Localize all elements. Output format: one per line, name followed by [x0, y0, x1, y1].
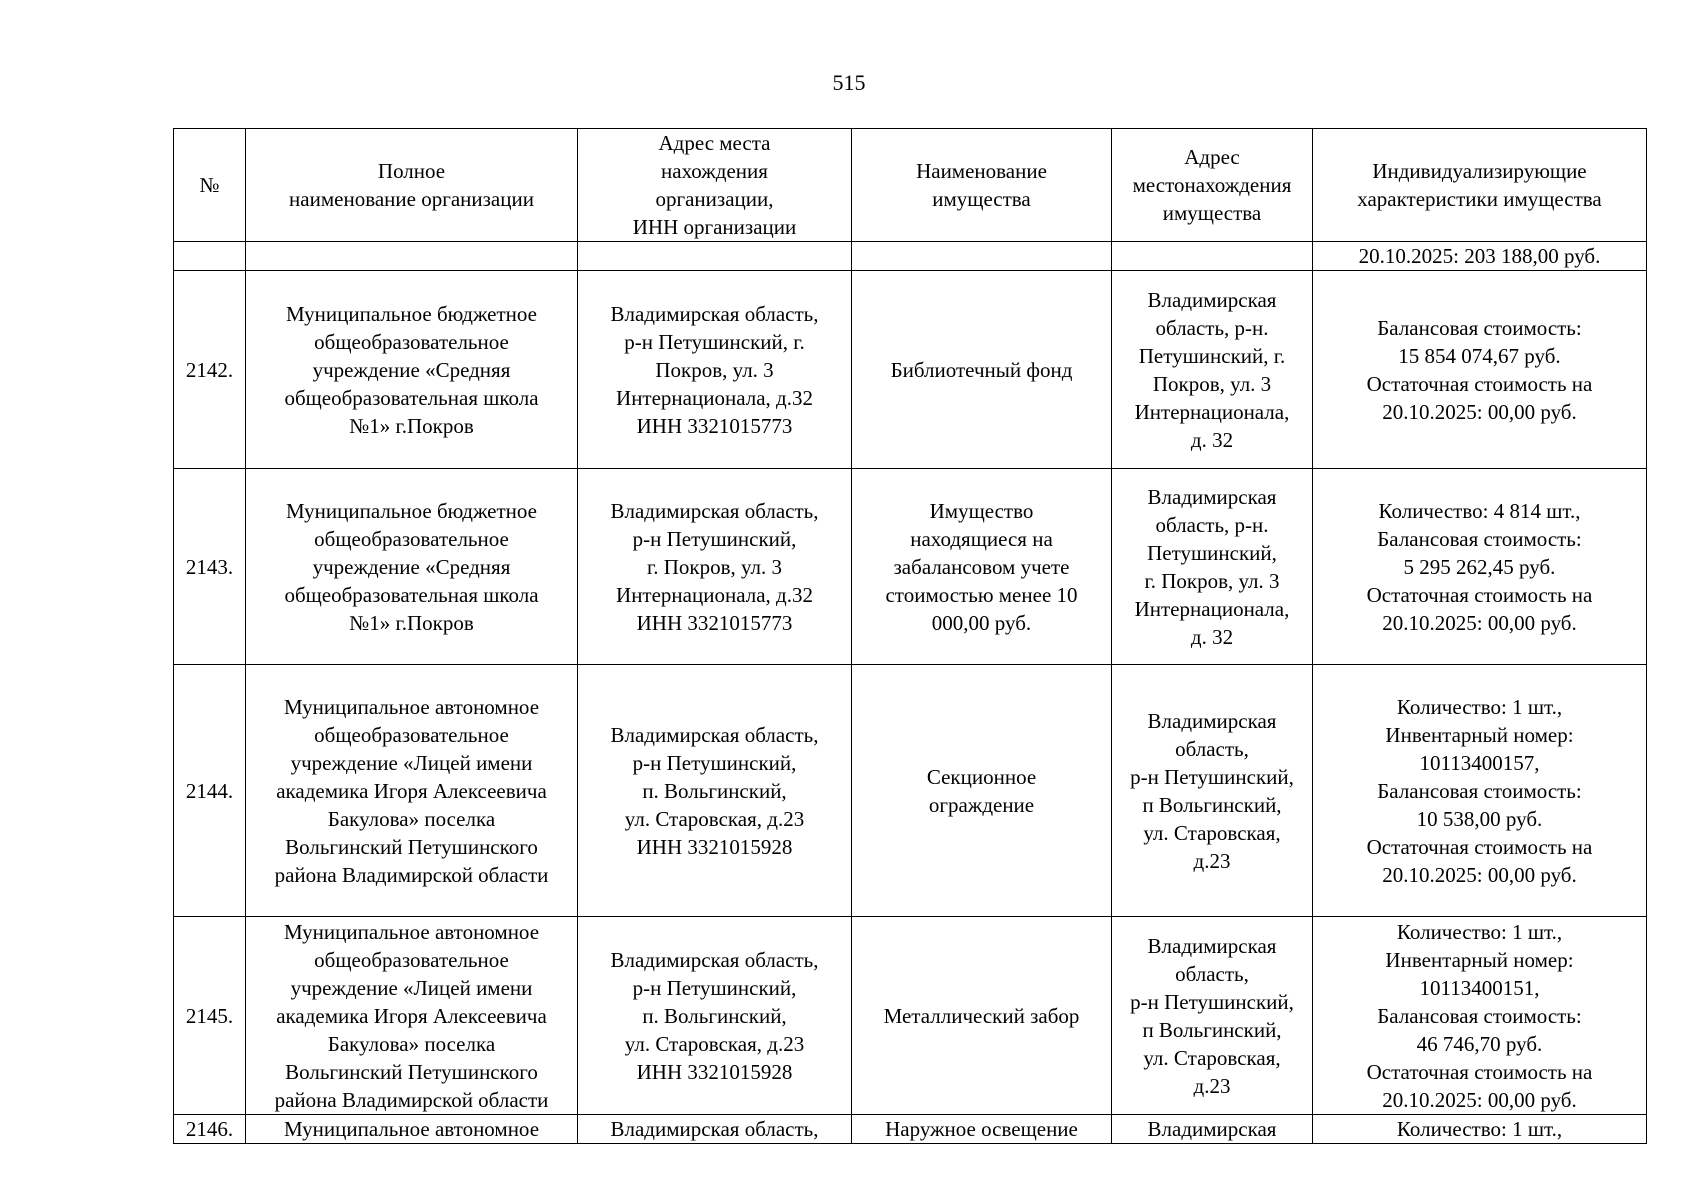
cell-characteristics: Количество: 1 шт., Инвентарный номер: 10113400151, Балансовая стоимость: 46 746,70 руб. Остаточная стоимость на 20.10.2025: 00,00 руб. — [1313, 917, 1647, 1115]
page-number: 515 — [832, 70, 866, 95]
cell-characteristics: 20.10.2025: 203 188,00 руб. — [1313, 242, 1647, 271]
header-property-address: Адрес местонахождения имущества — [1112, 129, 1313, 242]
cell-characteristics: Количество: 1 шт., Инвентарный номер: 10113400157, Балансовая стоимость: 10 538,00 руб. Остаточная стоимость на 20.10.2025: 00,00 руб. — [1313, 665, 1647, 917]
cell-property-address: Владимирская область, р-н. Петушинский, г. Покров, ул. 3 Интернационала, д. 32 — [1112, 271, 1313, 469]
cell-property-address: Владимирская — [1112, 1115, 1313, 1144]
cell-organization-address: Владимирская область, — [578, 1115, 852, 1144]
cell-property-name: Наружное освещение — [852, 1115, 1112, 1144]
table-row — [174, 917, 1647, 1115]
cell-organization-address: Владимирская область, р-н Петушинский, г. Покров, ул. 3 Интернационала, д.32 ИНН 3321015773 — [578, 271, 852, 469]
cell-number: 2146. — [174, 1115, 246, 1144]
cell-organization-name: Муниципальное бюджетное общеобразовательное учреждение «Средняя общеобразовательная школа №1» г.Покров — [246, 469, 578, 665]
cell-organization-address — [578, 242, 852, 271]
cell-number: 2143. — [174, 469, 246, 665]
cell-property-address: Владимирская область, р-н Петушинский, п Вольгинский, ул. Старовская, д.23 — [1112, 917, 1313, 1115]
cell-number: 2145. — [174, 917, 246, 1115]
header-organization-address: Адрес места нахождения организации, ИНН организации — [578, 129, 852, 242]
cell-organization-name: Муниципальное бюджетное общеобразовательное учреждение «Средняя общеобразовательная школа №1» г.Покров — [246, 271, 578, 469]
cell-property-name: Секционное ограждение — [852, 665, 1112, 917]
cell-organization-address: Владимирская область, р-н Петушинский, г. Покров, ул. 3 Интернационала, д.32 ИНН 3321015773 — [578, 469, 852, 665]
table-row — [174, 271, 1647, 469]
cell-property-address: Владимирская область, р-н. Петушинский, г. Покров, ул. 3 Интернационала, д. 32 — [1112, 469, 1313, 665]
cell-property-address: Владимирская область, р-н Петушинский, п Вольгинский, ул. Старовская, д.23 — [1112, 665, 1313, 917]
cell-property-name: Библиотечный фонд — [852, 271, 1112, 469]
cell-property-address — [1112, 242, 1313, 271]
cell-organization-name: Муниципальное автономное общеобразовательное учреждение «Лицей имени академика Игоря Алексеевича Бакулова» поселка Вольгинский Петушинского района Владимирской области — [246, 665, 578, 917]
cell-organization-name: Муниципальное автономное — [246, 1115, 578, 1144]
cell-number: 2142. — [174, 271, 246, 469]
cell-characteristics: Количество: 1 шт., — [1313, 1115, 1647, 1144]
property-registry-table — [173, 128, 1647, 1144]
table-row-continuation — [174, 242, 1647, 271]
table-header-row — [174, 129, 1647, 242]
cell-organization-name — [246, 242, 578, 271]
cell-number: 2144. — [174, 665, 246, 917]
cell-organization-address: Владимирская область, р-н Петушинский, п. Вольгинский, ул. Старовская, д.23 ИНН 3321015928 — [578, 665, 852, 917]
cell-property-name: Металлический забор — [852, 917, 1112, 1115]
cell-organization-name: Муниципальное автономное общеобразовательное учреждение «Лицей имени академика Игоря Алексеевича Бакулова» поселка Вольгинский Петушинского района Владимирской области — [246, 917, 578, 1115]
table-row — [174, 1115, 1647, 1144]
table-row — [174, 469, 1647, 665]
cell-organization-address: Владимирская область, р-н Петушинский, п. Вольгинский, ул. Старовская, д.23 ИНН 3321015928 — [578, 917, 852, 1115]
cell-characteristics: Количество: 4 814 шт., Балансовая стоимость: 5 295 262,45 руб. Остаточная стоимость на 20.10.2025: 00,00 руб. — [1313, 469, 1647, 665]
header-property-characteristics: Индивидуализирующие характеристики имущества — [1313, 129, 1647, 242]
cell-property-name — [852, 242, 1112, 271]
cell-property-name: Имущество находящиеся на забалансовом учете стоимостью менее 10 000,00 руб. — [852, 469, 1112, 665]
cell-number — [174, 242, 246, 271]
header-number: № — [174, 129, 246, 242]
cell-characteristics: Балансовая стоимость: 15 854 074,67 руб. Остаточная стоимость на 20.10.2025: 00,00 руб. — [1313, 271, 1647, 469]
header-organization-name: Полное наименование организации — [246, 129, 578, 242]
table-row — [174, 665, 1647, 917]
header-property-name: Наименование имущества — [852, 129, 1112, 242]
